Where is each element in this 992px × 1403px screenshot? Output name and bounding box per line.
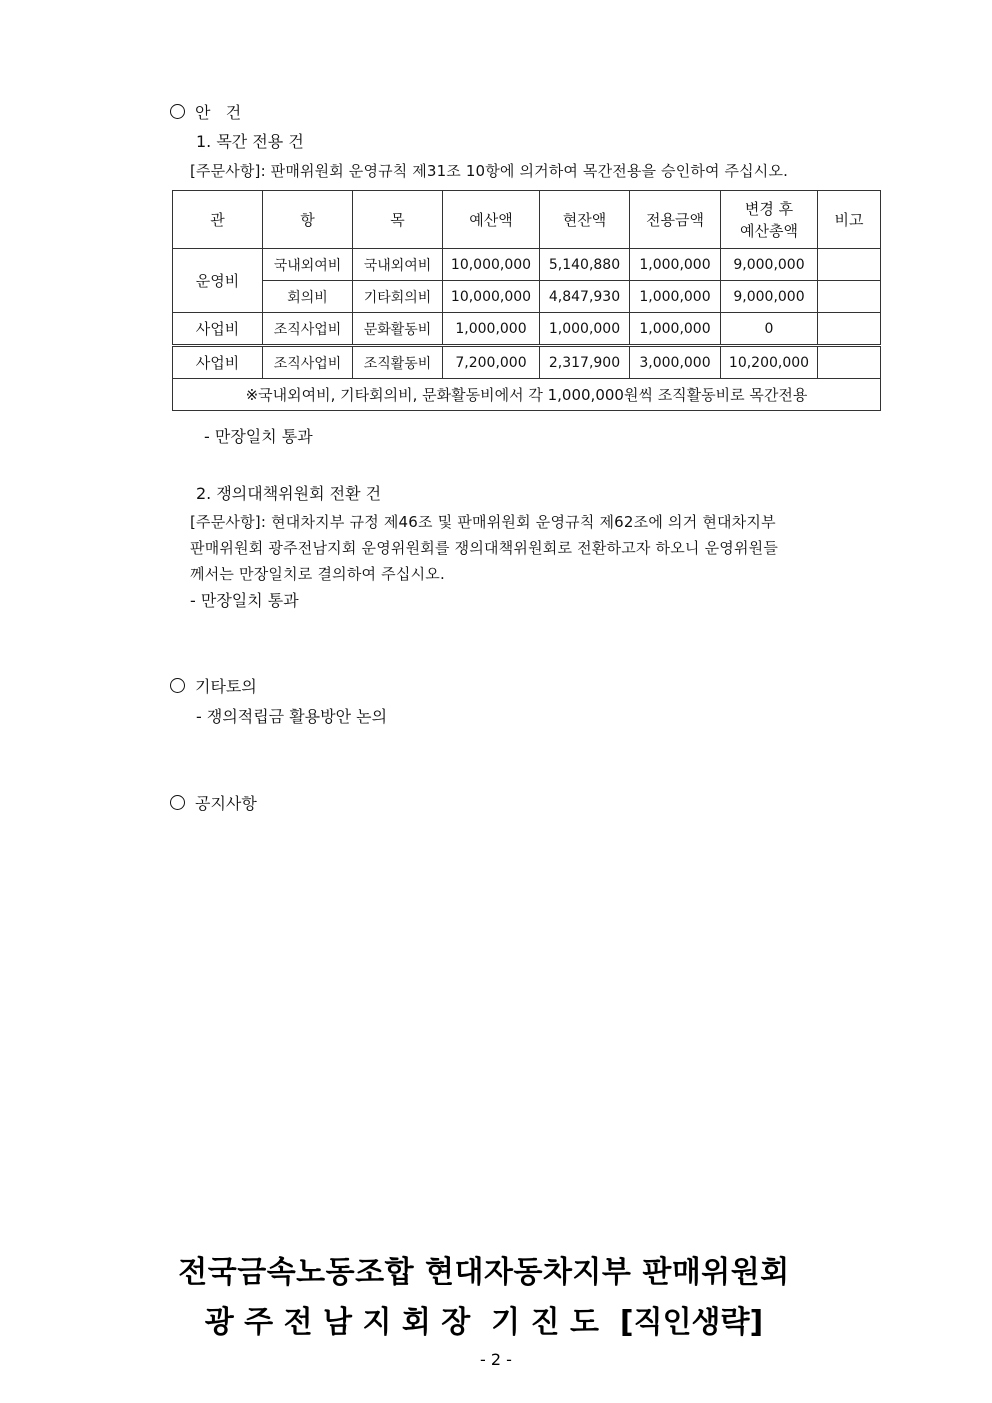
item2-order-line3: 께서는 만장일치로 결의하여 주십시오. xyxy=(190,565,445,583)
footer-organization: 전국금속노동조합 현대자동차지부 판매위원회 xyxy=(178,1255,790,1290)
cell-hang: 국내외여비 xyxy=(263,249,353,281)
cell-hang: 조직사업비 xyxy=(263,346,353,379)
cell-balance: 1,000,000 xyxy=(540,313,630,346)
budget-transfer-table xyxy=(172,190,881,411)
circle-bullet-icon xyxy=(170,795,185,810)
item1-title: 1. 목간 전용 건 xyxy=(196,132,304,151)
cell-gwan: 운영비 xyxy=(173,249,263,313)
cell-after: 10,200,000 xyxy=(721,346,818,379)
header-after-line2: 예산총액 xyxy=(740,221,798,240)
cell-hang: 조직사업비 xyxy=(263,313,353,346)
cell-balance: 2,317,900 xyxy=(540,346,630,379)
cell-after: 0 xyxy=(721,313,818,346)
cell-transfer: 1,000,000 xyxy=(630,281,721,313)
cell-note xyxy=(818,281,881,313)
cell-budget: 10,000,000 xyxy=(443,281,540,313)
item2-order-line2: 판매위원회 광주전남지회 운영위원회를 쟁의대책위원회로 전환하고자 하오니 운영위원들 xyxy=(190,539,779,557)
other-item: - 쟁의적립금 활용방안 논의 xyxy=(196,707,388,726)
header-hang: 항 xyxy=(263,191,353,249)
cell-note xyxy=(818,313,881,346)
table-footnote: ※국내외여비, 기타회의비, 문화활동비에서 각 1,000,000원씩 조직활동비로 목간전용 xyxy=(173,379,881,411)
header-after-line1: 변경 후 xyxy=(744,199,794,218)
item1-order: [주문사항]: 판매위원회 운영규칙 제31조 10항에 의거하여 목간전용을 승인하여 주십시오. xyxy=(190,162,789,180)
cell-transfer: 1,000,000 xyxy=(630,249,721,281)
cell-hang: 회의비 xyxy=(263,281,353,313)
agenda-heading: 안 건 xyxy=(170,100,241,123)
cell-mok: 조직활동비 xyxy=(353,346,443,379)
header-gwan: 관 xyxy=(173,191,263,249)
header-balance: 현잔액 xyxy=(540,191,630,249)
cell-mok: 문화활동비 xyxy=(353,313,443,346)
item2-title: 2. 쟁의대책위원회 전환 건 xyxy=(196,484,382,503)
table-row xyxy=(173,249,881,281)
circle-bullet-icon xyxy=(170,104,185,119)
cell-gwan: 사업비 xyxy=(173,346,263,379)
header-mok: 목 xyxy=(353,191,443,249)
cell-after: 9,000,000 xyxy=(721,249,818,281)
item2-order-line1: [주문사항]: 현대차지부 규정 제46조 및 판매위원회 운영규칙 제62조에 의거 현대차지부 xyxy=(190,513,776,531)
table-row xyxy=(173,281,881,313)
cell-transfer: 3,000,000 xyxy=(630,346,721,379)
cell-balance: 4,847,930 xyxy=(540,281,630,313)
table-header-row xyxy=(173,191,881,249)
cell-budget: 1,000,000 xyxy=(443,313,540,346)
cell-balance: 5,140,880 xyxy=(540,249,630,281)
item2-result: - 만장일치 통과 xyxy=(190,591,299,610)
header-note: 비고 xyxy=(818,191,881,249)
table-row xyxy=(173,313,881,346)
table-footnote-row xyxy=(173,379,881,411)
cell-mok: 기타회의비 xyxy=(353,281,443,313)
cell-after: 9,000,000 xyxy=(721,281,818,313)
item1-result: - 만장일치 통과 xyxy=(204,427,313,446)
footer-signature: 광 주 전 남 지 회 장 기 진 도 [직인생략] xyxy=(204,1305,764,1340)
notice-heading: 공지사항 xyxy=(170,791,257,814)
header-after xyxy=(721,191,818,249)
header-budget: 예산액 xyxy=(443,191,540,249)
cell-note xyxy=(818,346,881,379)
page-number: - 2 - xyxy=(480,1350,512,1369)
header-transfer: 전용금액 xyxy=(630,191,721,249)
cell-note xyxy=(818,249,881,281)
cell-budget: 7,200,000 xyxy=(443,346,540,379)
cell-budget: 10,000,000 xyxy=(443,249,540,281)
circle-bullet-icon xyxy=(170,678,185,693)
cell-transfer: 1,000,000 xyxy=(630,313,721,346)
other-heading: 기타토의 xyxy=(170,674,257,697)
cell-mok: 국내외여비 xyxy=(353,249,443,281)
table-row xyxy=(173,346,881,379)
cell-gwan: 사업비 xyxy=(173,313,263,346)
